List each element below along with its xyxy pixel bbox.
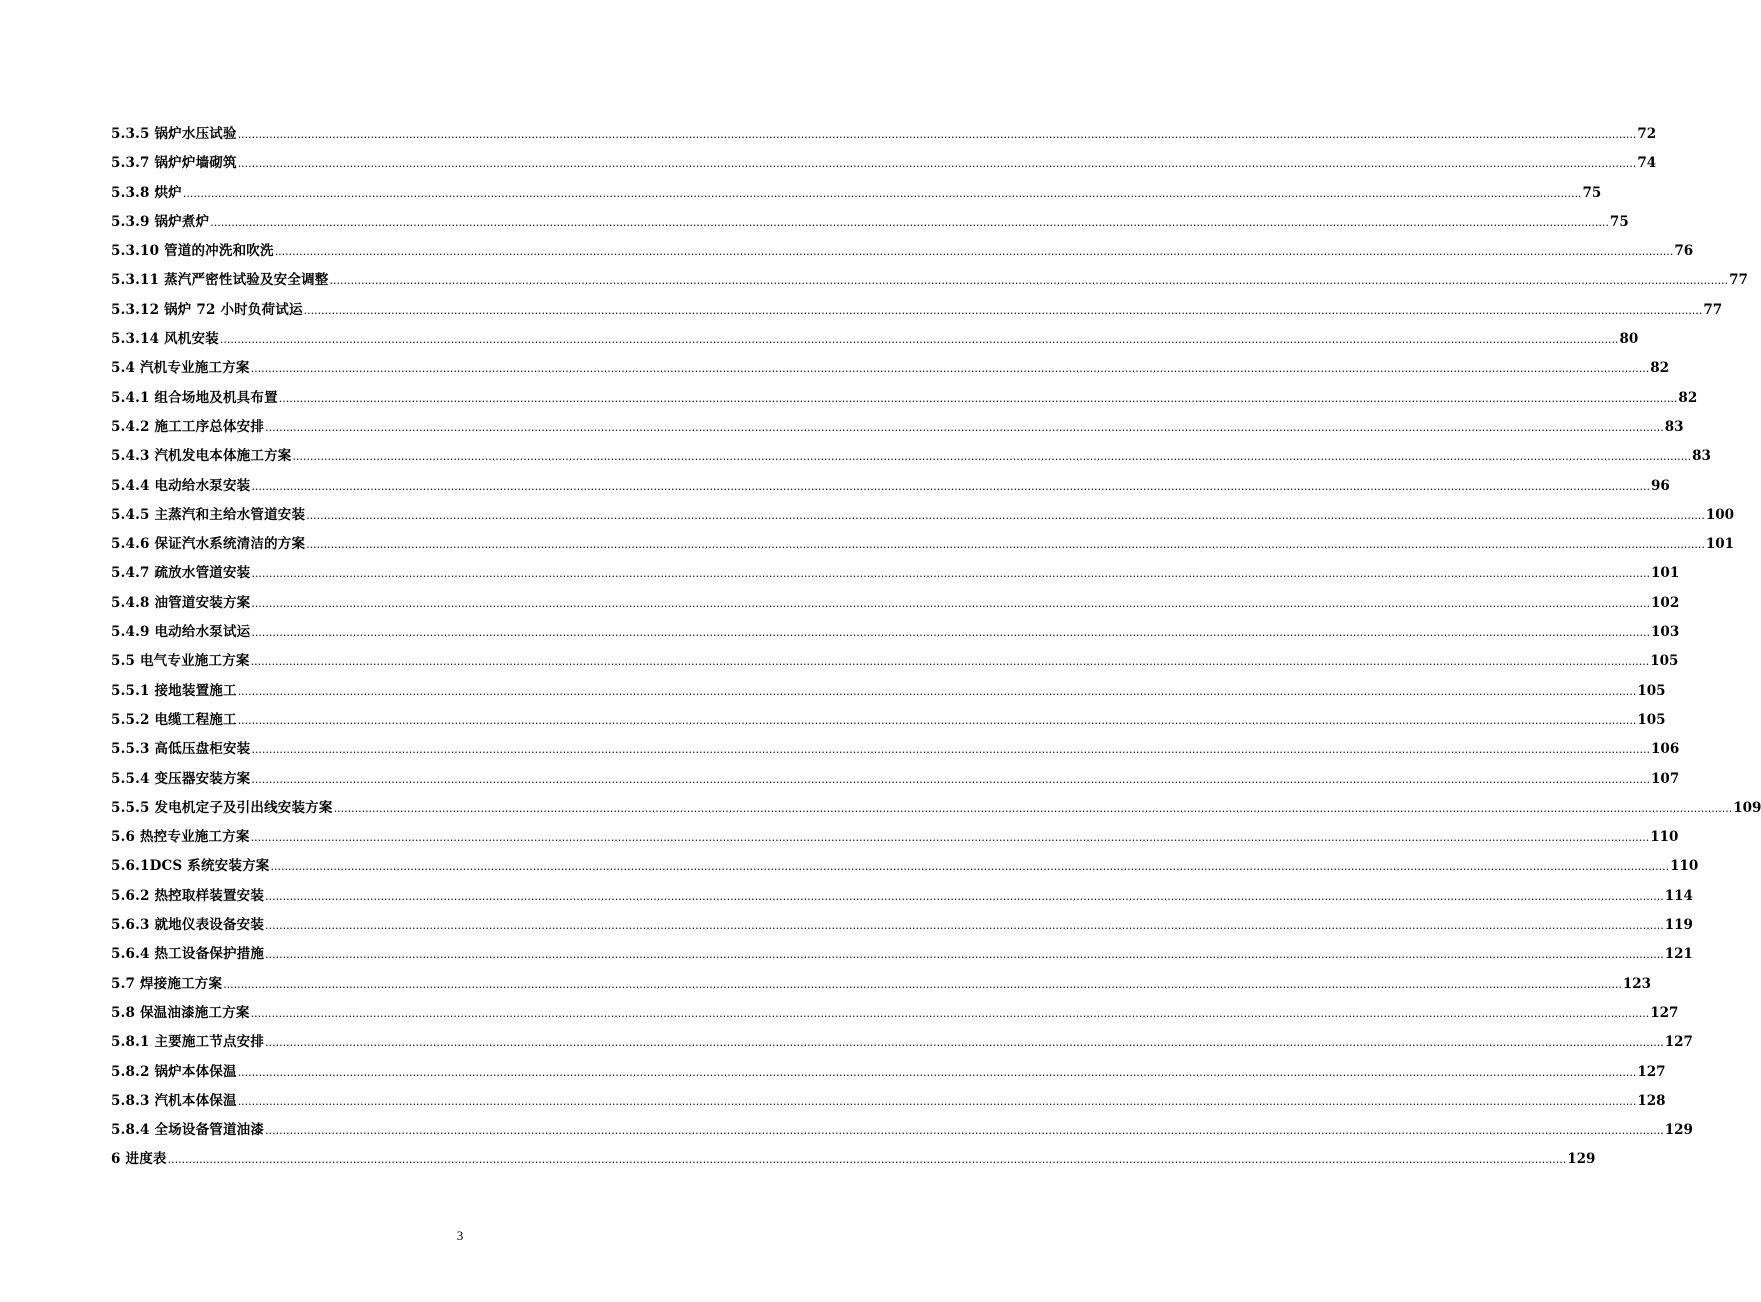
toc-dot-leader: ................................................................................................................................................................................................................................................................................................................................................................................................................: [237, 1065, 1637, 1079]
toc-dot-leader: ................................................................................................................................................................................................................................................................................................................................................................................................................: [265, 919, 1664, 933]
page-number: 3: [456, 1228, 464, 1243]
toc-entry[interactable]: [111, 706, 1666, 735]
toc-entry-title: 5.3.12 锅炉 72 小时负荷试运: [111, 296, 304, 325]
toc-entry-page: 80: [1619, 331, 1639, 348]
toc-entry[interactable]: [111, 149, 1657, 178]
toc-entry-page: 77: [1703, 301, 1723, 318]
toc-entry-page: 75: [1609, 213, 1629, 230]
toc-entry[interactable]: [111, 325, 1639, 354]
toc-entry[interactable]: [111, 442, 1711, 471]
toc-entry-page: 72: [1637, 126, 1657, 142]
toc-dot-leader: ................................................................................................................................................................................................................................................................................................................................................................................................................: [274, 245, 1674, 259]
toc-entry-page: 101: [1705, 536, 1735, 553]
toc-entry-title: 5.8.1 主要施工节点安排: [111, 1028, 265, 1057]
toc-entry-title: 5.4 汽机专业施工方案: [111, 354, 251, 383]
toc-entry-page: 77: [1729, 272, 1748, 289]
toc-entry[interactable]: [111, 237, 1694, 266]
toc-entry[interactable]: [111, 179, 1602, 208]
toc-entry-page: 105: [1650, 653, 1679, 670]
table-of-contents: [111, 120, 1761, 1175]
toc-dot-leader: ................................................................................................................................................................................................................................................................................................................................................................................................................: [251, 772, 1651, 786]
toc-entry[interactable]: [111, 296, 1723, 325]
toc-entry[interactable]: [111, 618, 1680, 647]
toc-entry-page: 100: [1705, 506, 1735, 523]
toc-entry-page: 121: [1664, 946, 1693, 963]
toc-dot-leader: ................................................................................................................................................................................................................................................................................................................................................................................................................: [237, 128, 1637, 141]
toc-dot-leader: ................................................................................................................................................................................................................................................................................................................................................................................................................: [265, 889, 1664, 903]
toc-entry[interactable]: [111, 208, 1629, 237]
toc-entry-page: 127: [1650, 1004, 1679, 1021]
toc-dot-leader: ................................................................................................................................................................................................................................................................................................................................................................................................................: [292, 450, 1692, 464]
toc-entry-title: 5.3.10 管道的冲洗和吹洗: [111, 237, 275, 266]
toc-entry-page: 107: [1651, 770, 1680, 787]
toc-dot-leader: ................................................................................................................................................................................................................................................................................................................................................................................................................: [265, 1036, 1664, 1050]
toc-entry[interactable]: [111, 794, 1761, 823]
toc-entry[interactable]: [111, 559, 1680, 588]
toc-entry[interactable]: [111, 940, 1693, 969]
toc-entry-page: 76: [1674, 243, 1694, 260]
toc-entry-page: 102: [1651, 594, 1680, 611]
toc-entry-title: 5.5.5 发电机定子及引出线安装方案: [111, 794, 334, 823]
toc-dot-leader: ................................................................................................................................................................................................................................................................................................................................................................................................................: [219, 333, 1619, 347]
toc-entry-title: 5.6.3 就地仪表设备安装: [111, 911, 265, 940]
toc-dot-leader: ................................................................................................................................................................................................................................................................................................................................................................................................................: [306, 538, 1705, 552]
toc-entry-page: 105: [1637, 682, 1666, 699]
toc-dot-leader: ................................................................................................................................................................................................................................................................................................................................................................................................................: [250, 655, 1650, 669]
toc-entry-title: 5.4.2 施工工序总体安排: [111, 413, 265, 442]
toc-entry-title: 5.5 电气专业施工方案: [111, 647, 251, 676]
toc-entry-title: 5.8.3 汽机本体保温: [111, 1087, 238, 1116]
toc-entry-title: 5.8.2 锅炉本体保温: [111, 1058, 238, 1087]
toc-entry-title: 6 进度表: [111, 1145, 168, 1174]
toc-entry[interactable]: [111, 882, 1693, 911]
toc-entry-page: 105: [1637, 711, 1666, 728]
toc-entry[interactable]: [111, 501, 1735, 530]
toc-entry-title: 5.3.7 锅炉炉墙砌筑: [111, 149, 238, 178]
toc-entry-page: 83: [1692, 448, 1711, 465]
toc-dot-leader: ................................................................................................................................................................................................................................................................................................................................................................................................................: [329, 274, 1729, 288]
toc-entry-title: 5.4.7 疏放水管道安装: [111, 559, 251, 588]
toc-entry[interactable]: [111, 120, 1657, 149]
toc-entry[interactable]: [111, 911, 1693, 940]
toc-entry-title: 5.4.3 汽机发电本体施工方案: [111, 442, 292, 471]
toc-dot-leader: ................................................................................................................................................................................................................................................................................................................................................................................................................: [250, 831, 1650, 845]
toc-entry-page: 110: [1670, 858, 1699, 875]
toc-dot-leader: ................................................................................................................................................................................................................................................................................................................................................................................................................: [265, 420, 1664, 434]
toc-dot-leader: ................................................................................................................................................................................................................................................................................................................................................................................................................: [306, 508, 1705, 522]
toc-entry-page: 119: [1664, 917, 1693, 934]
toc-entry-page: 129: [1567, 1151, 1596, 1168]
toc-entry[interactable]: [111, 1028, 1693, 1057]
toc-entry-title: 5.4.4 电动给水泵安装: [111, 472, 251, 501]
toc-entry-title: 5.3.9 锅炉煮炉: [111, 208, 210, 237]
toc-entry-title: 5.8.4 全场设备管道油漆: [111, 1116, 265, 1145]
toc-entry[interactable]: [111, 647, 1679, 676]
toc-entry-page: 75: [1582, 184, 1602, 201]
toc-dot-leader: ................................................................................................................................................................................................................................................................................................................................................................................................................: [251, 596, 1651, 610]
toc-entry-page: 82: [1678, 389, 1698, 406]
toc-entry[interactable]: [111, 1058, 1666, 1087]
toc-dot-leader: ................................................................................................................................................................................................................................................................................................................................................................................................................: [251, 567, 1651, 581]
toc-entry-page: 103: [1651, 624, 1680, 641]
toc-entry-page: 110: [1650, 829, 1679, 846]
toc-entry-page: 127: [1664, 1034, 1693, 1051]
toc-dot-leader: ................................................................................................................................................................................................................................................................................................................................................................................................................: [303, 303, 1703, 317]
toc-entry[interactable]: [111, 735, 1680, 764]
toc-dot-leader: ................................................................................................................................................................................................................................................................................................................................................................................................................: [265, 1124, 1664, 1138]
toc-entry-title: 5.6.4 热工设备保护措施: [111, 940, 265, 969]
toc-entry-title: 5.4.6 保证汽水系统清洁的方案: [111, 530, 306, 559]
toc-entry[interactable]: [111, 999, 1679, 1028]
toc-entry-title: 5.4.9 电动给水泵试运: [111, 618, 251, 647]
toc-dot-leader: ................................................................................................................................................................................................................................................................................................................................................................................................................: [237, 1094, 1637, 1108]
toc-entry-title: 5.8 保温油漆施工方案: [111, 999, 251, 1028]
toc-dot-leader: ................................................................................................................................................................................................................................................................................................................................................................................................................: [237, 713, 1637, 727]
toc-entry-page: 114: [1664, 887, 1693, 904]
toc-entry[interactable]: [111, 589, 1680, 618]
toc-entry-title: 5.5.1 接地装置施工: [111, 677, 238, 706]
toc-entry[interactable]: [111, 677, 1666, 706]
toc-entry[interactable]: [111, 852, 1699, 881]
toc-entry-title: 5.3.14 风机安装: [111, 325, 220, 354]
toc-entry[interactable]: [111, 266, 1748, 295]
toc-entry-page: 106: [1651, 741, 1680, 758]
toc-entry[interactable]: [111, 413, 1684, 442]
toc-entry[interactable]: [111, 472, 1670, 501]
toc-entry[interactable]: [111, 1116, 1693, 1145]
toc-dot-leader: ................................................................................................................................................................................................................................................................................................................................................................................................................: [167, 1153, 1567, 1167]
toc-entry-title: 5.6.1DCS 系统安装方案: [111, 852, 270, 881]
toc-dot-leader: ................................................................................................................................................................................................................................................................................................................................................................................................................: [237, 684, 1637, 698]
toc-entry[interactable]: [111, 765, 1680, 794]
toc-dot-leader: ................................................................................................................................................................................................................................................................................................................................................................................................................: [270, 860, 1670, 874]
toc-entry-page: 101: [1651, 565, 1680, 582]
toc-entry-title: 5.4.5 主蒸汽和主给水管道安装: [111, 501, 306, 530]
toc-dot-leader: ................................................................................................................................................................................................................................................................................................................................................................................................................: [182, 186, 1582, 200]
toc-entry-title: 5.6.2 热控取样装置安装: [111, 882, 265, 911]
toc-entry[interactable]: [111, 823, 1679, 852]
toc-dot-leader: ................................................................................................................................................................................................................................................................................................................................................................................................................: [333, 801, 1733, 815]
toc-entry-title: 5.3.5 锅炉水压试验: [111, 120, 238, 149]
toc-entry[interactable]: [111, 384, 1698, 413]
toc-entry-page: 83: [1664, 418, 1684, 435]
toc-entry[interactable]: [111, 1087, 1666, 1116]
toc-entry-page: 127: [1637, 1063, 1666, 1080]
toc-entry-title: 5.3.8 烘炉: [111, 179, 183, 208]
toc-dot-leader: ................................................................................................................................................................................................................................................................................................................................................................................................................: [251, 743, 1651, 757]
toc-entry-title: 5.4.1 组合场地及机具布置: [111, 384, 279, 413]
toc-entry-page: 74: [1637, 155, 1657, 172]
toc-entry-title: 5.4.8 油管道安装方案: [111, 589, 251, 618]
toc-entry-title: 5.6 热控专业施工方案: [111, 823, 251, 852]
toc-entry-page: 128: [1637, 1092, 1666, 1109]
toc-dot-leader: ................................................................................................................................................................................................................................................................................................................................................................................................................: [237, 157, 1637, 171]
toc-entry-page: 96: [1651, 477, 1670, 494]
toc-dot-leader: ................................................................................................................................................................................................................................................................................................................................................................................................................: [251, 626, 1651, 640]
toc-dot-leader: ................................................................................................................................................................................................................................................................................................................................................................................................................: [210, 215, 1609, 229]
toc-entry-title: 5.5.4 变压器安装方案: [111, 765, 251, 794]
toc-dot-leader: ................................................................................................................................................................................................................................................................................................................................................................................................................: [250, 362, 1650, 376]
toc-entry-title: 5.7 焊接施工方案: [111, 970, 223, 999]
toc-entry[interactable]: [111, 1145, 1596, 1174]
toc-entry[interactable]: [111, 970, 1652, 999]
toc-dot-leader: ................................................................................................................................................................................................................................................................................................................................................................................................................: [223, 977, 1622, 991]
toc-dot-leader: ................................................................................................................................................................................................................................................................................................................................................................................................................: [250, 1006, 1650, 1020]
toc-entry-page: 123: [1622, 975, 1652, 992]
toc-entry-page: 109: [1733, 799, 1761, 816]
toc-entry-page: 82: [1650, 360, 1670, 377]
toc-entry-title: 5.5.3 高低压盘柜安装: [111, 735, 251, 764]
toc-dot-leader: ................................................................................................................................................................................................................................................................................................................................................................................................................: [278, 391, 1678, 405]
toc-entry[interactable]: [111, 530, 1735, 559]
toc-entry-page: 129: [1664, 1122, 1693, 1139]
toc-dot-leader: ................................................................................................................................................................................................................................................................................................................................................................................................................: [265, 948, 1664, 962]
toc-dot-leader: ................................................................................................................................................................................................................................................................................................................................................................................................................: [251, 479, 1651, 493]
toc-entry-title: 5.5.2 电缆工程施工: [111, 706, 238, 735]
toc-entry-title: 5.3.11 蒸汽严密性试验及安全调整: [111, 266, 329, 295]
toc-entry[interactable]: [111, 354, 1670, 383]
